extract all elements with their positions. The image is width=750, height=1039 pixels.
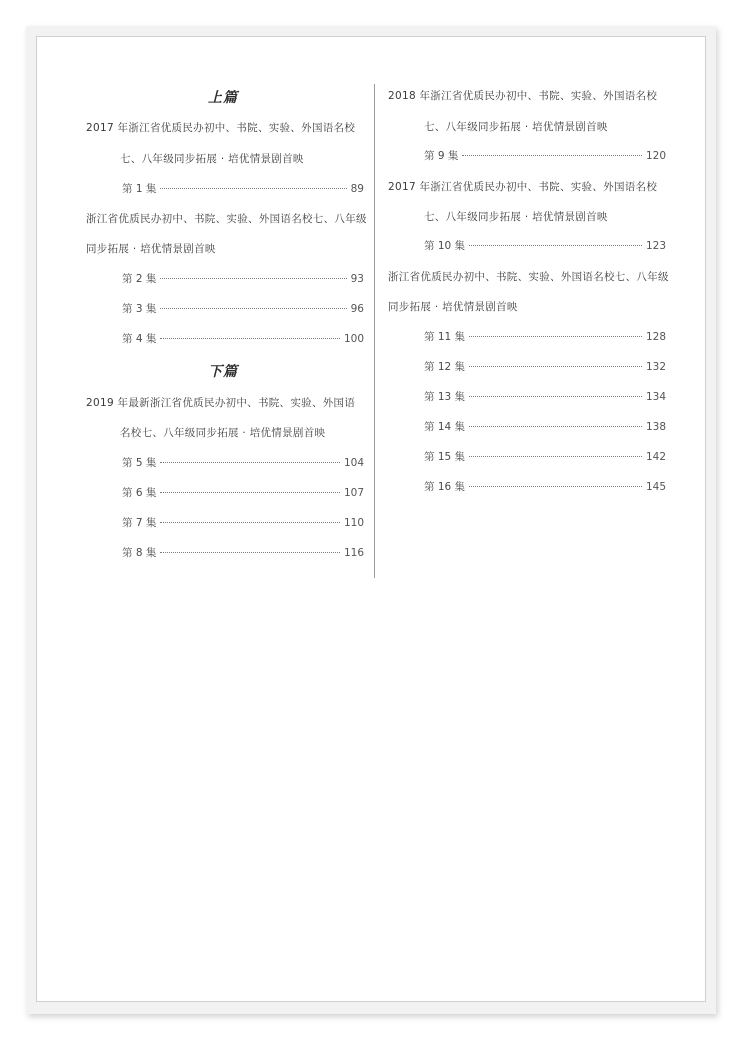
toc-page-number: 142 [645,451,666,463]
toc-entry-ep8[interactable] [122,545,364,560]
leader-dots [469,456,642,457]
toc-page-number: 93 [350,273,364,285]
toc-entry-ep16[interactable] [424,479,666,494]
toc-page-number: 134 [645,391,666,403]
upper-heading-2-line2: 同步拓展 · 培优情景剧首映 [86,243,216,255]
lower-section-title: 下篇 [208,364,238,380]
right-heading-1-line1: 2018 年浙江省优质民办初中、书院、实验、外国语名校 [388,90,658,102]
toc-page-number: 104 [343,457,364,469]
toc-label: 第 10 集 [424,240,466,252]
toc-entry-ep5[interactable] [122,455,364,470]
toc-page-number: 128 [645,331,666,343]
upper-section-title: 上篇 [208,90,238,106]
toc-label: 第 1 集 [122,183,157,195]
toc-label: 第 8 集 [122,547,157,559]
toc-entry-ep12[interactable] [424,359,666,374]
toc-page-number: 96 [350,303,364,315]
toc-entry-ep6[interactable] [122,485,364,500]
leader-dots [160,462,340,463]
leader-dots [469,366,642,367]
toc-entry-ep1[interactable] [122,181,364,196]
toc-page-number: 110 [343,517,364,529]
toc-label: 第 15 集 [424,451,466,463]
toc-entry-ep9[interactable] [424,148,666,163]
toc-page-number: 138 [645,421,666,433]
toc-entry-ep14[interactable] [424,419,666,434]
leader-dots [160,188,346,189]
toc-label: 第 9 集 [424,150,459,162]
leader-dots [469,336,642,337]
upper-heading-1-line2: 七、八年级同步拓展 · 培优情景剧首映 [120,153,304,165]
toc-entry-ep2[interactable] [122,271,364,286]
toc-label: 第 16 集 [424,481,466,493]
toc-page-number: 100 [343,333,364,345]
toc-page-number: 123 [645,240,666,252]
toc-page-number: 145 [645,481,666,493]
toc-label: 第 12 集 [424,361,466,373]
toc-label: 第 13 集 [424,391,466,403]
toc-entry-ep7[interactable] [122,515,364,530]
leader-dots [160,308,346,309]
right-heading-2-line1: 2017 年浙江省优质民办初中、书院、实验、外国语名校 [388,181,658,193]
leader-dots [160,338,340,339]
toc-label: 第 4 集 [122,333,157,345]
leader-dots [462,155,642,156]
toc-label: 第 11 集 [424,331,466,343]
toc-entry-ep15[interactable] [424,449,666,464]
column-divider [374,84,375,578]
leader-dots [160,492,340,493]
toc-label: 第 7 集 [122,517,157,529]
leader-dots [469,486,642,487]
toc-label: 第 14 集 [424,421,466,433]
toc-page-number: 89 [350,183,364,195]
toc-page-number: 107 [343,487,364,499]
toc-page-number: 116 [343,547,364,559]
leader-dots [469,245,642,246]
toc-entry-ep4[interactable] [122,331,364,346]
leader-dots [160,552,340,553]
toc-page-number: 120 [645,150,666,162]
leader-dots [469,396,642,397]
toc-entry-ep11[interactable] [424,329,666,344]
toc-label: 第 6 集 [122,487,157,499]
leader-dots [160,522,340,523]
toc-label: 第 5 集 [122,457,157,469]
right-heading-3-line2: 同步拓展 · 培优情景剧首映 [388,301,518,313]
upper-heading-1-line1: 2017 年浙江省优质民办初中、书院、实验、外国语名校 [86,122,356,134]
toc-page-number: 132 [645,361,666,373]
leader-dots [469,426,642,427]
leader-dots [160,278,346,279]
toc-label: 第 2 集 [122,273,157,285]
lower-heading-1-line1: 2019 年最新浙江省优质民办初中、书院、实验、外国语 [86,397,356,409]
right-heading-1-line2: 七、八年级同步拓展 · 培优情景剧首映 [424,121,608,133]
toc-entry-ep13[interactable] [424,389,666,404]
toc-label: 第 3 集 [122,303,157,315]
upper-heading-2-line1: 浙江省优质民办初中、书院、实验、外国语名校七、八年级 [86,213,367,225]
toc-entry-ep10[interactable] [424,238,666,253]
right-heading-2-line2: 七、八年级同步拓展 · 培优情景剧首映 [424,211,608,223]
toc-entry-ep3[interactable] [122,301,364,316]
lower-heading-1-line2: 名校七、八年级同步拓展 · 培优情景剧首映 [120,427,326,439]
right-heading-3-line1: 浙江省优质民办初中、书院、实验、外国语名校七、八年级 [388,271,669,283]
